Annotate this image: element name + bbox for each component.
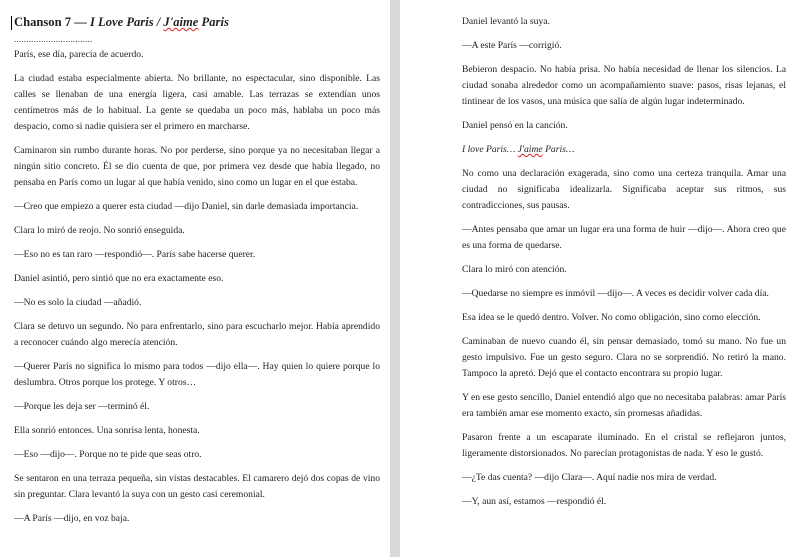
paragraph: —Porque les deja ser —terminó él. — [14, 401, 150, 412]
song-title-part: I love Paris… — [462, 144, 518, 155]
paragraph: —Quedarse no siempre es inmóvil —dijo—. A veces es decidir volver cada día. — [462, 288, 769, 299]
dotted-separator: ................................ — [14, 34, 93, 44]
paragraph: Se sentaron en una terraza pequeña, sin vistas destacables. El camarero dejó dos copas de vino sin preguntar. Clara levantó la suya con un gesto casi ceremonial. — [14, 473, 380, 500]
page-gutter — [390, 0, 400, 557]
paragraph: —Y, aun así, estamos —respondió él. — [462, 496, 607, 507]
paragraph: Daniel pensó en la canción. — [462, 120, 568, 131]
paragraph: —Creo que empiezo a querer esta ciudad —dijo Daniel, sin darle demasiada importancia. — [14, 201, 359, 212]
paragraph: París, ese día, parecía de acuerdo. — [14, 49, 144, 60]
paragraph: La ciudad estaba especialmente abierta. No brillante, no espectacular, sino disponible. Las calles se llenaban de una energía ligera, casi amable. Las terrazas se extendían unos centímetros más de lo habitual. La gente se quedaba un poco más, hablaba un poco más despacio, como si nadie quisiera ser el primero en marcharse. — [14, 73, 380, 132]
right-page-body — [462, 14, 786, 510]
chapter-prefix: Chanson 7 — — [14, 15, 90, 29]
paragraph: Daniel asintió, pero sintió que no era exactamente eso. — [14, 273, 224, 284]
paragraph: Bebieron despacio. No había prisa. No había necesidad de llenar los silencios. La ciudad sonaba alrededor como un acompañamiento suave: pasos, risas lejanas, el tintinear de los vasos, una música que salía de algún lugar indeterminado. — [462, 64, 786, 107]
paragraph: —Eso —dijo—. Porque no te pide que seas otro. — [14, 449, 202, 460]
paragraph: Clara lo miró de reojo. No sonrió enseguida. — [14, 225, 185, 236]
document-page-right[interactable] — [400, 0, 800, 557]
song-title-line — [462, 142, 786, 158]
paragraph: Clara se detuvo un segundo. No para enfrentarlo, sino para escucharlo mejor. Había aprendido a reconocer cuándo algo merecía atención. — [14, 321, 380, 348]
chapter-title — [14, 14, 380, 31]
spellcheck-word[interactable]: J'aime — [517, 144, 543, 155]
paragraph: Caminaron sin rumbo durante horas. No por perderse, sino porque ya no necesitaban llegar a ningún sitio concreto. Él se dio cuenta de que, por primera vez desde que había llegado, no pensaba en París como un lugar al que había venido, sino como un lugar en el que estaba. — [14, 145, 380, 188]
paragraph: Esa idea se le quedó dentro. Volver. No como obligación, sino como elección. — [462, 312, 761, 323]
paragraph: Y en ese gesto sencillo, Daniel entendió algo que no necesitaba palabras: amar París era también amar ese momento exacto, sin promesas añadidas. — [462, 392, 786, 419]
paragraph: —A París —dijo, en voz baja. — [14, 513, 130, 524]
text-cursor — [11, 16, 12, 30]
chapter-title-en: I Love Paris — [89, 15, 154, 29]
paragraph: —Antes pensaba que amar un lugar era una forma de huir —dijo—. Ahora creo que es una forma de quedarse. — [462, 224, 786, 251]
paragraph: —Querer París no significa lo mismo para todos —dijo ella—. Hay quien lo quiere porque lo deslumbra. Otros porque los protege. Y otros… — [14, 361, 380, 388]
paragraph: —¿Te das cuenta? —dijo Clara—. Aquí nadie nos mira de verdad. — [462, 472, 717, 483]
chapter-separator: / — [153, 15, 164, 29]
chapter-title-fr: Paris — [198, 15, 229, 29]
paragraph: Daniel levantó la suya. — [462, 16, 550, 27]
document-page-left[interactable] — [0, 0, 390, 557]
paragraph: No como una declaración exagerada, sino como una certeza tranquila. Amar una ciudad no significaba idealizarla. Significaba aceptar sus ritmos, sus contradicciones, sus pausas. — [462, 168, 786, 211]
paragraph: —A este París —corrigió. — [462, 40, 562, 51]
paragraph: Pasaron frente a un escaparate iluminado. En el cristal se reflejaron juntos, ligeramente distorsionados. No parecían protagonistas de nada. Y eso le gustó. — [462, 432, 786, 459]
paragraph: Caminaban de nuevo cuando él, sin pensar demasiado, tomó su mano. No fue un gesto impulsivo. Fue un gesto seguro. Clara no se sorprendió. No retiró la mano. Tampoco la apretó. Dejó que el contacto encontrara su propio lugar. — [462, 336, 786, 379]
paragraph: Clara lo miró con atención. — [462, 264, 567, 275]
song-title-part: Paris… — [542, 144, 575, 155]
spellcheck-word[interactable]: J'aime — [163, 15, 199, 29]
left-page-body — [14, 47, 380, 527]
paragraph: —No es solo la ciudad —añadió. — [14, 297, 142, 308]
paragraph: —Eso no es tan raro —respondió—. París sabe hacerse querer. — [14, 249, 256, 260]
paragraph: Ella sonrió entonces. Una sonrisa lenta, honesta. — [14, 425, 200, 436]
